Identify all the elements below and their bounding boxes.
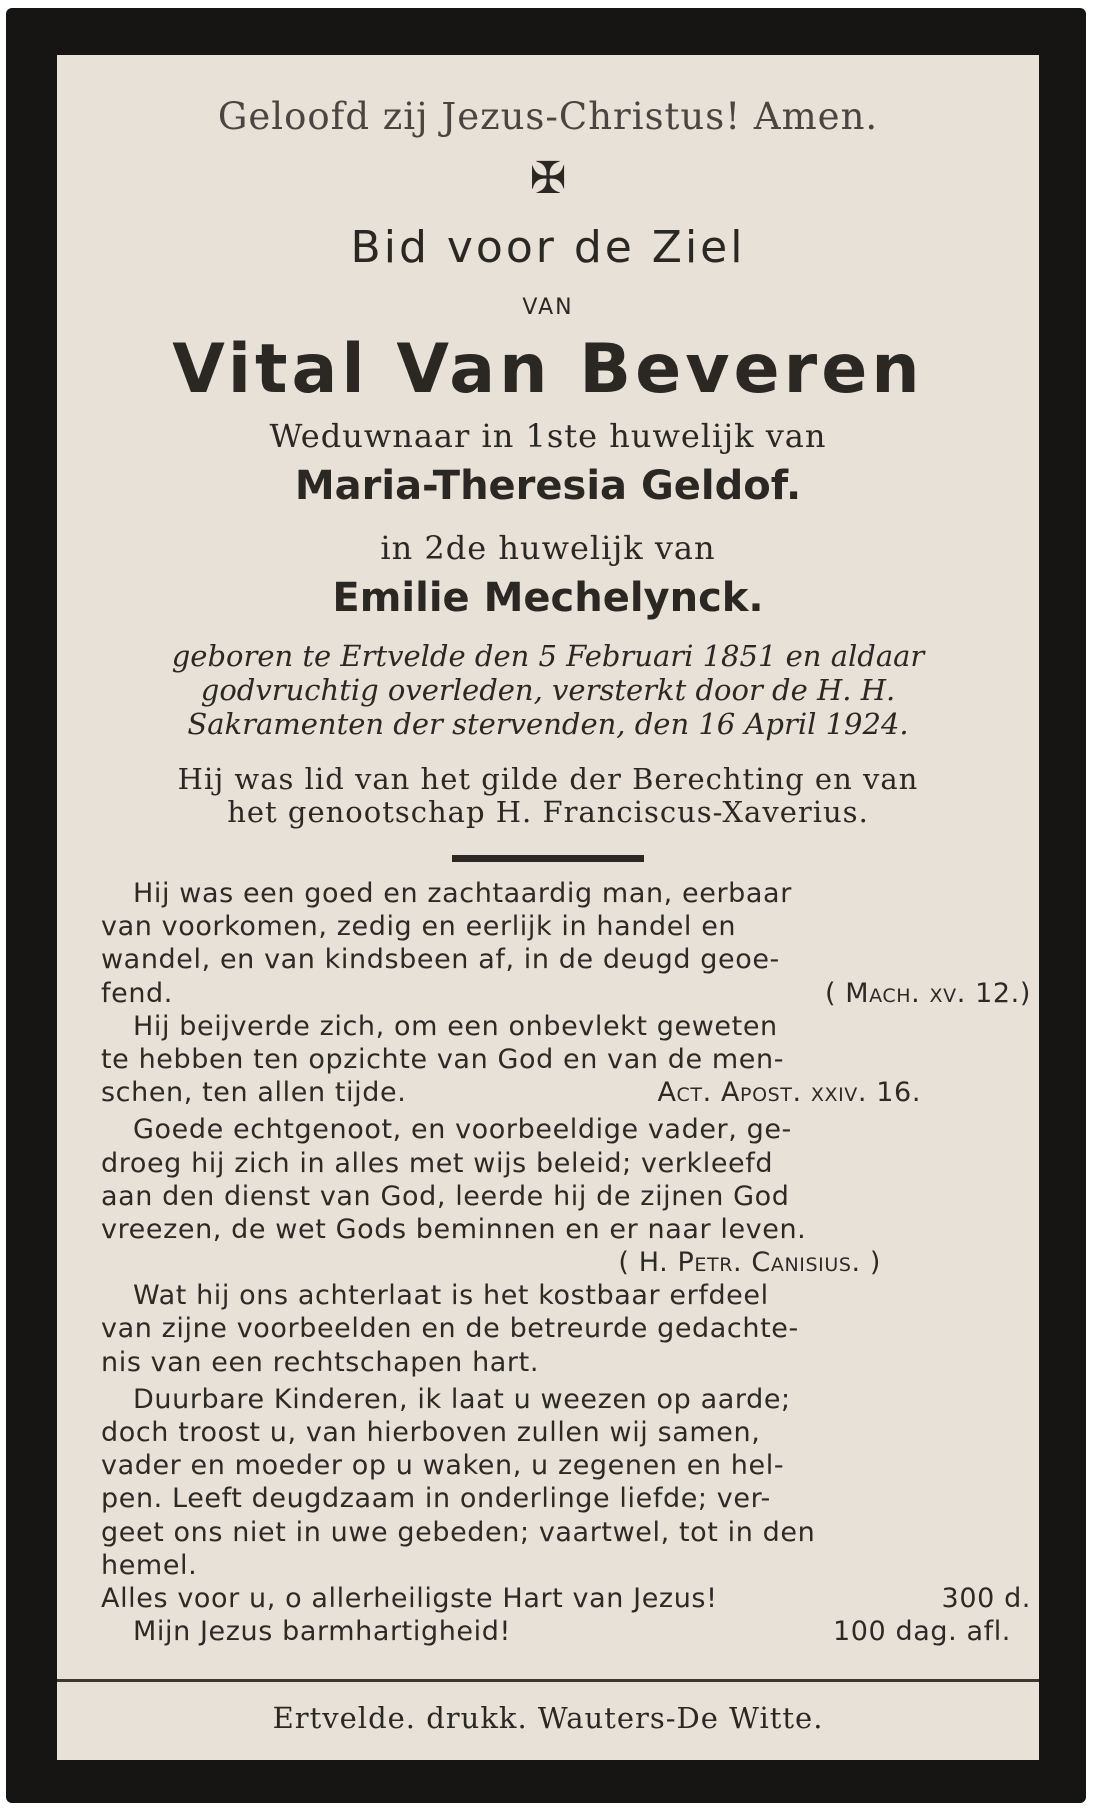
birth-death-line: Sakramenten der stervenden, den 16 April 1924. (187, 707, 909, 741)
text-line: Duurbare Kinderen, ik laat u weezen op aarde; (133, 1383, 791, 1415)
prayer-line (101, 1615, 1031, 1648)
second-marriage-line: in 2de huwelijk van (380, 529, 716, 567)
divider-rule (452, 855, 644, 862)
text-line: wandel, en van kindsbeen af, in de deugd geoe- (101, 944, 780, 976)
text-segment: schen, ten allen tijde. (101, 1077, 407, 1109)
cross-pattee-icon: ✠ (529, 153, 567, 204)
footer-rule (57, 1679, 1039, 1682)
birth-death-line: geboren te Ertvelde den 5 Februari 1851 en aldaar (171, 639, 925, 673)
widower-line: Weduwnaar in 1ste huwelijk van (269, 417, 827, 455)
header-invocation: Geloofd zij Jezus-Christus! Amen. (217, 95, 879, 138)
scripture-reference: ( H. Petr. Canisius. ) (618, 1247, 881, 1279)
text-line: vader en moeder op u waken, u zegenen en hel- (101, 1450, 785, 1482)
prayer-text: Alles voor u, o allerheiligste Hart van Jezus! (101, 1582, 718, 1614)
eulogy-text (101, 877, 1031, 1648)
text-line-with-ref (101, 1246, 1031, 1279)
deceased-name: Vital Van Beveren (172, 330, 924, 409)
prayer-text: Mijn Jezus barmhartigheid! (133, 1616, 511, 1648)
indulgence-value: 300 d. (941, 1582, 1031, 1614)
text-line: aan den dienst van God, leerde hij de zijnen God (101, 1180, 790, 1212)
text-segment: fend. (101, 977, 173, 1009)
text-line: vreezen, de wet Gods beminnen en er naar leven. (101, 1213, 807, 1245)
text-line: droeg hij zich in alles met wijs beleid; verkleefd (101, 1147, 774, 1179)
text-line: doch troost u, van hierboven zullen wij samen, (101, 1417, 761, 1448)
scripture-reference: ( Mach. xv. 12.) (824, 977, 1031, 1009)
prayer-line (101, 1582, 1031, 1615)
van-label: VAN (522, 295, 574, 320)
membership-line: het genootschap H. Franciscus-Xaverius. (227, 795, 869, 829)
text-line: Hij beijverde zich, om een onbevlekt geweten (133, 1010, 778, 1042)
text-line: van zijne voorbeelden en de betreurde gedachte- (101, 1313, 799, 1345)
text-line: van voorkomen, zedig en eerlijk in handel en (101, 911, 737, 943)
birth-death-line: godvruchtig overleden, versterkt door de H. H. (200, 673, 896, 707)
text-line: geet ons niet in uwe gebeden; vaartwel, tot in den (101, 1516, 816, 1548)
text-line: Goede echtgenoot, en voorbeeldige vader, ge- (133, 1114, 792, 1146)
text-line: Hij was een goed en zachtaardig man, eerbaar (133, 878, 792, 909)
text-line: Wat hij ons achterlaat is het kostbaar erfdeel (133, 1280, 769, 1312)
membership-line: Hij was lid van het gilde der Berechting en van (177, 762, 919, 796)
text-line: te hebben ten opzichte van God en van de men- (101, 1043, 785, 1075)
first-wife-name: Maria-Theresia Geldof. (294, 463, 802, 509)
memorial-card (6, 8, 1086, 1803)
text-line: pen. Leeft deugdzaam in onderlinge liefde; ver- (101, 1483, 771, 1515)
text-line: hemel. (101, 1549, 198, 1581)
card-paper (57, 55, 1039, 1760)
text-line-with-ref (101, 977, 1031, 1010)
prayer-heading: Bid voor de Ziel (350, 222, 746, 273)
text-line-with-ref (101, 1076, 1031, 1109)
indulgence-value: 100 dag. afl. (832, 1616, 1011, 1648)
scripture-reference: Act. Apost. xxiv. 16. (657, 1077, 921, 1109)
second-wife-name: Emilie Mechelynck. (332, 575, 764, 621)
printer-credit: Ertvelde. drukk. Wauters-De Witte. (272, 1701, 824, 1735)
text-line: nis van een rechtschapen hart. (101, 1346, 540, 1378)
